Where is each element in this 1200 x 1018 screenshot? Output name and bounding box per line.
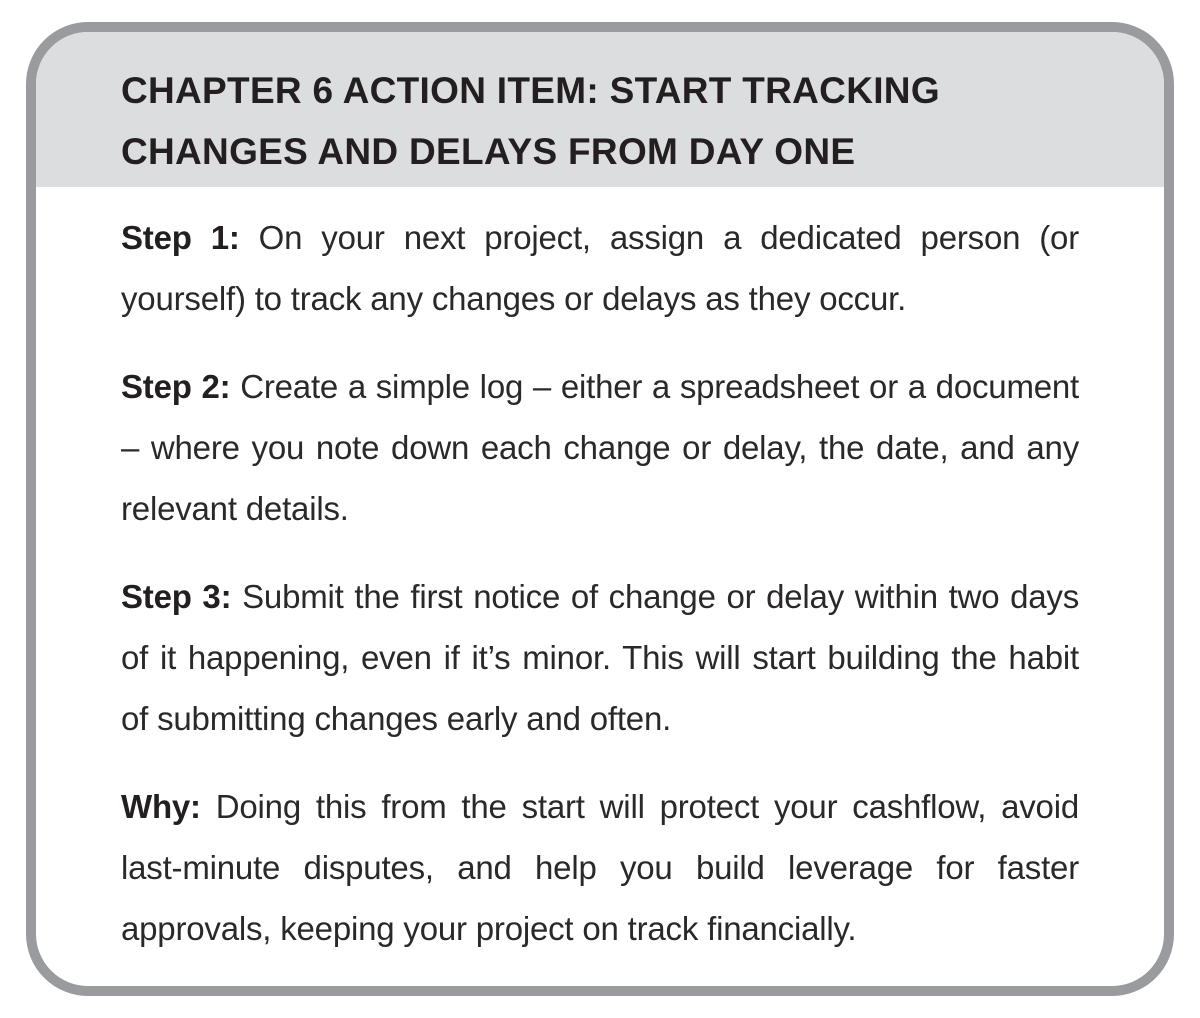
step-1-text: On your next project, assign a dedicated person (or yourself) to track any changes or delays as they occur. <box>121 219 1079 317</box>
action-item-box <box>26 22 1174 996</box>
step-2-paragraph <box>121 356 1079 539</box>
action-item-header <box>36 32 1164 187</box>
step-2-label: Step 2: <box>121 368 231 405</box>
action-item-content <box>121 207 1079 986</box>
why-label: Why: <box>121 788 201 825</box>
why-text: Doing this from the start will protect your cashflow, avoid last-minute disputes, and help you build leverage for faster approvals, keeping your project on track financially. <box>121 788 1079 947</box>
step-1-label: Step 1: <box>121 219 240 256</box>
step-3-text: Submit the first notice of change or delay within two days of it happening, even if it’s minor. This will start building the habit of submitting changes early and often. <box>121 578 1080 737</box>
action-item-title: CHAPTER 6 ACTION ITEM: START TRACKING CHANGES AND DELAYS FROM DAY ONE <box>121 70 940 172</box>
step-2-text: Create a simple log – either a spreadsheet or a document – where you note down each change or delay, the date, and any relevant details. <box>121 368 1080 527</box>
why-paragraph <box>121 776 1079 959</box>
step-1-paragraph <box>121 207 1079 329</box>
step-3-label: Step 3: <box>121 578 232 615</box>
step-3-paragraph <box>121 566 1079 749</box>
